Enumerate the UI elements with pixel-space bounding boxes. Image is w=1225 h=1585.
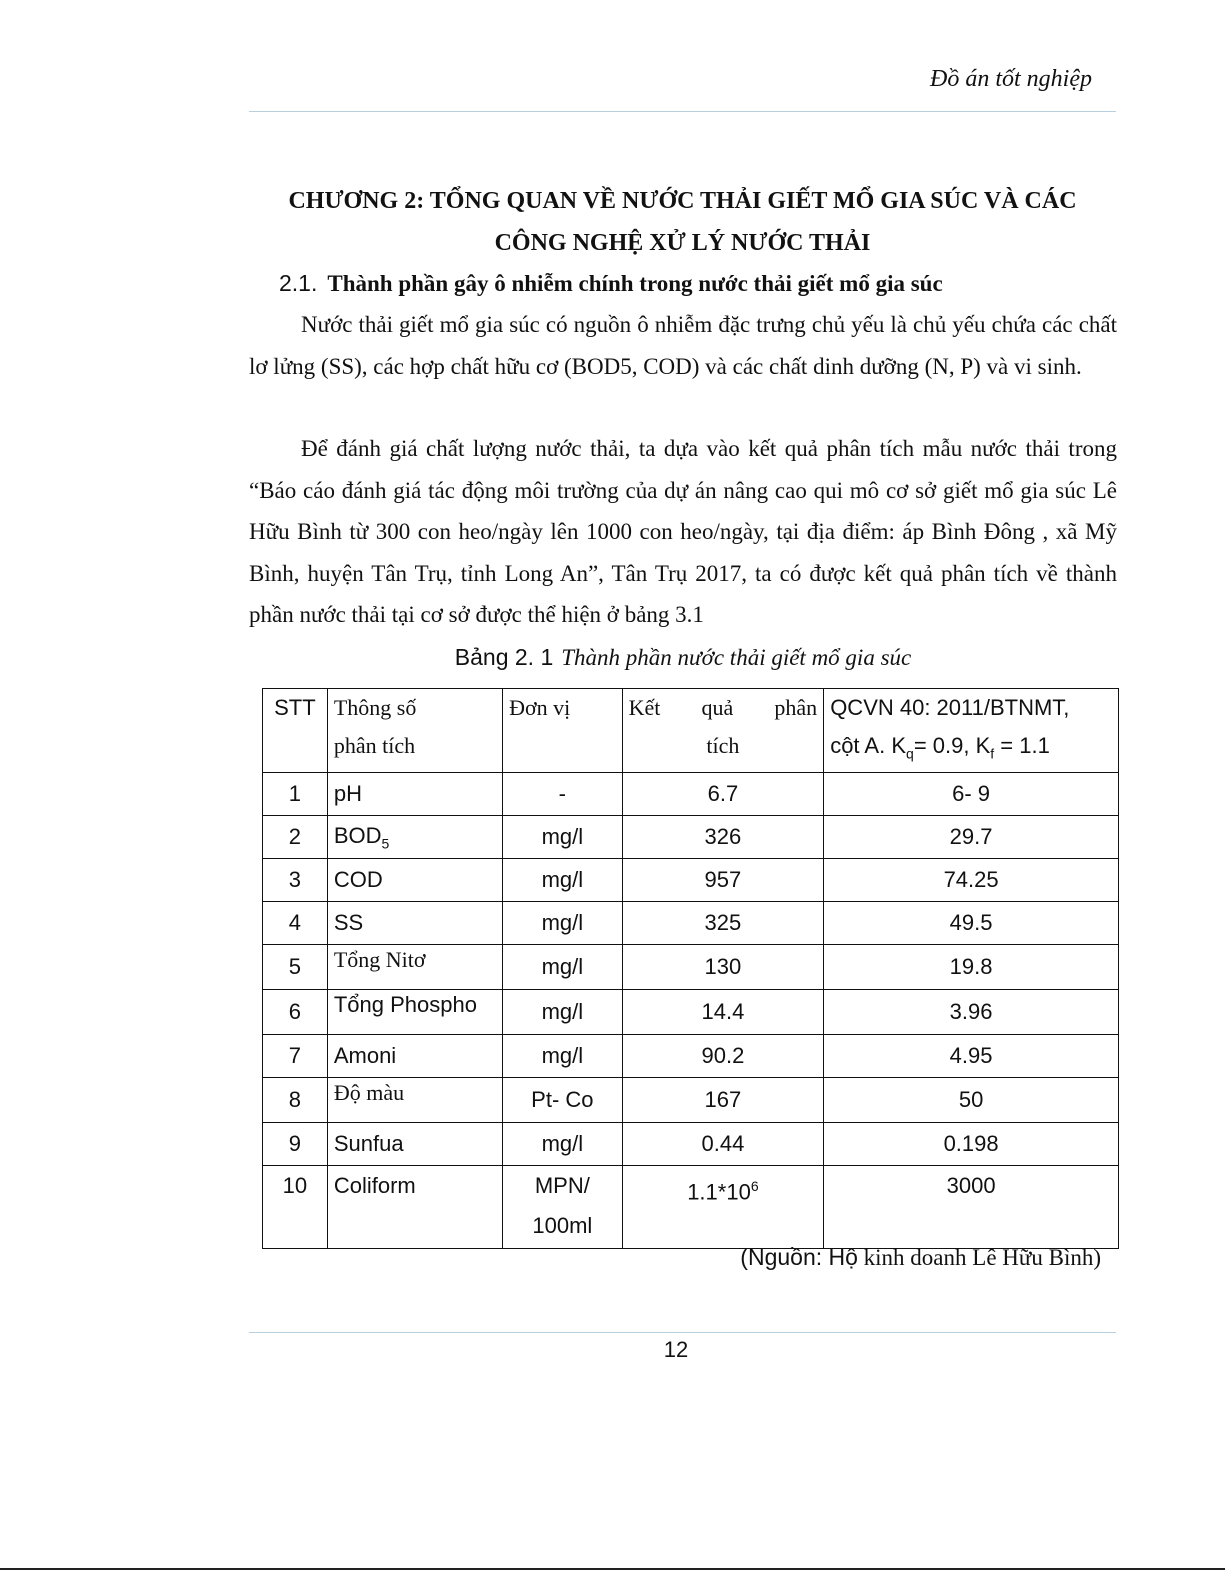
header-unit: Đơn vị (503, 689, 623, 773)
header-divider (249, 111, 1116, 112)
cell-limit: 74.25 (824, 859, 1119, 902)
wastewater-composition-table (262, 688, 1119, 1249)
cell-stt: 1 (263, 773, 328, 816)
cell-unit-line-2: 100ml (532, 1213, 593, 1239)
cell-result: 957 (622, 859, 824, 902)
cell-limit: 0.198 (824, 1123, 1119, 1166)
table-header-row (263, 689, 1119, 773)
cell-limit: 49.5 (824, 902, 1119, 945)
cell-parameter: pH (327, 773, 502, 816)
header-parameter-line-1: Thông số (333, 695, 417, 720)
table-row (263, 945, 1119, 990)
qcvn-sub-f: f (990, 745, 995, 762)
cell-unit (503, 1166, 623, 1249)
header-result-line-1: Kết quả phân (628, 695, 818, 720)
table-row (263, 1035, 1119, 1078)
cell-stt: 3 (263, 859, 328, 902)
cell-result: 14.4 (622, 990, 824, 1035)
chapter-title-line-1: CHƯƠNG 2: TỔNG QUAN VỀ NƯỚC THẢI GIẾT MỔ GIA SÚC VÀ CÁC (288, 188, 1077, 214)
header-qcvn-line-2 (830, 727, 1112, 772)
table-row (263, 902, 1119, 945)
paragraph-1: Nước thải giết mổ gia súc có nguồn ô nhiễm đặc trưng chủ yếu là chủ yếu chứa các chất lơ lửng (SS), các hợp chất hữu cơ (BOD5, COD) và các chất dinh dưỡng (N, P) và vi sinh. (249, 312, 1117, 379)
cell-result: 167 (622, 1078, 824, 1123)
footer-divider (249, 1332, 1116, 1333)
source-text: kinh doanh Lê Hữu Bình) (863, 1245, 1101, 1270)
cell-parameter: COD (327, 859, 502, 902)
table-row (263, 773, 1119, 816)
result-base: 1.1*10 (687, 1179, 751, 1205)
chapter-title (249, 180, 1116, 264)
table-caption-title: Thành phần nước thải giết mổ gia súc (561, 645, 912, 670)
cell-parameter: Coliform (327, 1166, 502, 1249)
table-row (263, 1078, 1119, 1123)
table-row (263, 1166, 1119, 1249)
table-source-note (740, 1240, 1101, 1275)
cell-parameter: Độ màu (327, 1078, 502, 1123)
chapter-title-line-2: CÔNG NGHỆ XỬ LÝ NƯỚC THẢI (494, 230, 871, 256)
cell-stt: 7 (263, 1035, 328, 1078)
cell-parameter: Amoni (327, 1035, 502, 1078)
cell-stt: 9 (263, 1123, 328, 1166)
source-prefix: (Nguồn: Hộ (740, 1244, 858, 1270)
qcvn-text-a: cột A. K (830, 733, 907, 758)
table-row (263, 859, 1119, 902)
cell-stt: 2 (263, 816, 328, 859)
section-title: Thành phần gây ô nhiễm chính trong nước thải giết mổ gia súc (327, 271, 943, 296)
table-row (263, 816, 1119, 859)
header-qcvn (824, 689, 1119, 773)
header-result-line-2: tích (706, 733, 740, 758)
cell-result: 326 (622, 816, 824, 859)
cell-limit: 19.8 (824, 945, 1119, 990)
cell-result: 325 (622, 902, 824, 945)
cell-stt: 10 (263, 1166, 328, 1249)
cell-unit-line-1: MPN/ (534, 1173, 590, 1199)
cell-unit: mg/l (503, 859, 623, 902)
cell-unit: mg/l (503, 902, 623, 945)
cell-parameter: SS (327, 902, 502, 945)
cell-result: 130 (622, 945, 824, 990)
cell-limit: 4.95 (824, 1035, 1119, 1078)
table-row (263, 990, 1119, 1035)
paragraph-2: Để đánh giá chất lượng nước thải, ta dựa vào kết quả phân tích mẫu nước thải trong “Báo cáo đánh giá tác động môi trường của dự án nâng cao qui mô cơ sở giết mổ gia súc Lê Hữu Bình từ 300 con heo/ngày lên 1000 con heo/ngày, tại địa điểm: áp Bình Đông , xã Mỹ Bình, huyện Tân Trụ, tỉnh Long An”, Tân Trụ 2017, ta có được kết quả phân tích về thành phần nước thải tại cơ sở được thể hiện ở bảng 3.1 (249, 436, 1117, 627)
cell-stt: 6 (263, 990, 328, 1035)
cell-limit: 3000 (824, 1166, 1119, 1249)
cell-parameter: Tổng Nitơ (327, 945, 502, 990)
cell-result: 90.2 (622, 1035, 824, 1078)
table-row (263, 1123, 1119, 1166)
cell-unit: mg/l (503, 1123, 623, 1166)
param-subscript: 5 (381, 835, 390, 852)
result-exponent: 6 (750, 1178, 759, 1195)
header-stt: STT (263, 689, 328, 773)
running-header: Đồ án tốt nghiệp (930, 66, 1092, 92)
cell-parameter (327, 816, 502, 859)
cell-parameter: Tổng Phospho (327, 990, 502, 1035)
cell-limit: 29.7 (824, 816, 1119, 859)
cell-stt: 4 (263, 902, 328, 945)
qcvn-text-c: = 1.1 (994, 733, 1050, 758)
section-heading (279, 266, 943, 301)
cell-limit: 50 (824, 1078, 1119, 1123)
section-number: 2.1. (279, 270, 318, 296)
table-caption-label: Bảng 2. 1 (454, 644, 554, 670)
cell-unit: mg/l (503, 816, 623, 859)
cell-unit: mg/l (503, 990, 623, 1035)
cell-unit: Pt- Co (503, 1078, 623, 1123)
cell-result: 0.44 (622, 1123, 824, 1166)
cell-result (622, 1166, 824, 1249)
page-number: 12 (663, 1337, 689, 1362)
qcvn-sub-q: q (906, 745, 914, 762)
page-bottom-edge (0, 1568, 1225, 1570)
cell-stt: 5 (263, 945, 328, 990)
qcvn-text-b: = 0.9, K (913, 733, 991, 758)
table-caption (249, 640, 1117, 675)
cell-unit: mg/l (503, 945, 623, 990)
header-result (622, 689, 824, 773)
cell-limit: 3.96 (824, 990, 1119, 1035)
header-qcvn-line-1: QCVN 40: 2011/BTNMT, (830, 695, 1070, 720)
cell-limit: 6- 9 (824, 773, 1119, 816)
cell-parameter: Sunfua (327, 1123, 502, 1166)
header-parameter-line-2: phân tích (333, 733, 416, 758)
cell-result: 6.7 (622, 773, 824, 816)
header-parameter (327, 689, 502, 773)
param-text: BOD (333, 823, 382, 849)
cell-unit: mg/l (503, 1035, 623, 1078)
cell-unit: - (503, 773, 623, 816)
cell-stt: 8 (263, 1078, 328, 1123)
